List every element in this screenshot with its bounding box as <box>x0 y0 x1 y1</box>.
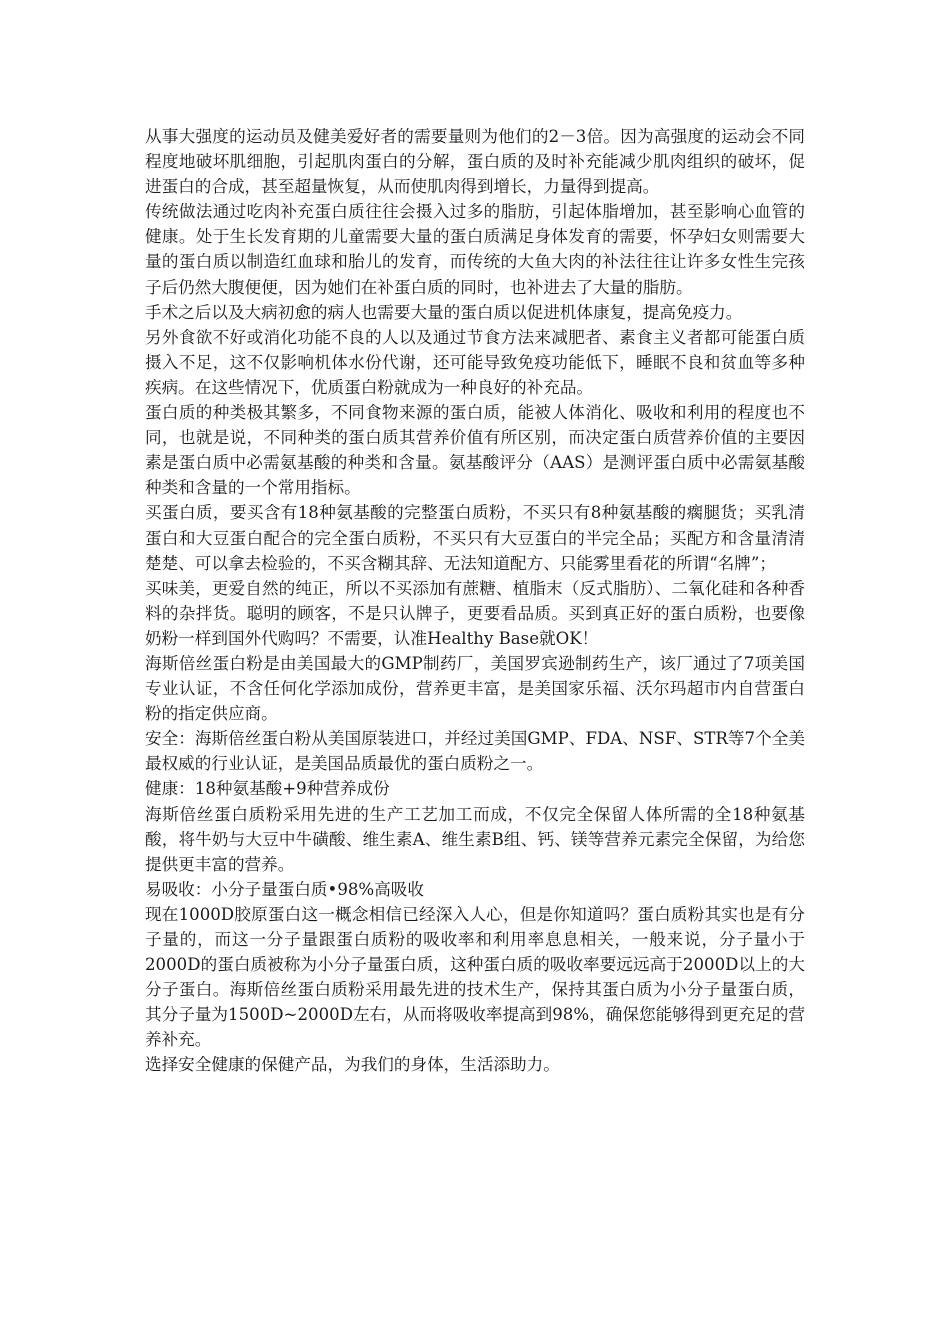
paragraph-poor-appetite-dieters: 另外食欲不好或消化功能不良的人以及通过节食方法来减肥者、素食主义者都可能蛋白质摄入不足，这不仅影响机体水份代谢，还可能导致免疫功能低下，睡眠不良和贫血等多种疾病。在这些情况下，优质蛋白粉就成为一种良好的补充品。 <box>145 327 805 397</box>
paragraph-traditional-meat-diet: 传统做法通过吃肉补充蛋白质往往会摄入过多的脂肪，引起体脂增加，甚至影响心血管的健康。处于生长发育期的儿童需要大量的蛋白质满足身体发育的需要，怀孕妇女则需要大量的蛋白质以制造红血球和胎儿的发育，而传统的大鱼大肉的补法往往让许多女性生完孩子后仍然大腹便便，因为她们在补蛋白质的同时，也补进去了大量的脂肪。 <box>145 202 805 297</box>
paragraph-safety: 安全：海斯倍丝蛋白粉从美国原装进口，并经过美国GMP、FDA、NSF、STR等7个全美最权威的行业认证，是美国品质最优的蛋白质粉之一。 <box>145 729 805 774</box>
paragraph-protein-types: 蛋白质的种类极其繁多，不同食物来源的蛋白质，能被人体消化、吸收和利用的程度也不同，也就是说，不同种类的蛋白质其营养价值有所区别，而决定蛋白质营养价值的主要因素是蛋白质中必需氨基酸的种类和含量。氨基酸评分（AAS）是测评蛋白质中必需氨基酸种类和含量的一个常用指标。 <box>145 403 805 498</box>
paragraph-buying-advice: 买蛋白质，要买含有18种氨基酸的完整蛋白质粉，不买只有8种氨基酸的瘸腿货；买乳清蛋白和大豆蛋白配合的完全蛋白质粉，不买只有大豆蛋白的半完全品；买配方和含量清清楚楚、可以拿去检验的，不买含糊其辞、无法知道配方、只能雾里看花的所谓“名牌”； <box>145 503 805 573</box>
paragraph-natural-taste: 买味美，更爱自然的纯正，所以不买添加有蔗糖、植脂末（反式脂肪）、二氧化硅和各种香料的杂拌货。聪明的顾客，不是只认牌子，更要看品质。买到真正好的蛋白质粉，也要像奶粉一样到国外代购吗？不需要，认准Healthy Base就OK！ <box>145 578 805 648</box>
paragraph-manufacturer: 海斯倍丝蛋白粉是由美国最大的GMP制药厂，美国罗宾逊制药生产，该厂通过了7项美国专业认证，不含任何化学添加成份，营养更丰富，是美国家乐福、沃尔玛超市内自营蛋白粉的指定供应商。 <box>145 653 805 724</box>
paragraph-athlete-protein-needs: 从事大强度的运动员及健美爱好者的需要量则为他们的2－3倍。因为高强度的运动会不同程度地破坏肌细胞，引起肌肉蛋白的分解，蛋白质的及时补充能减少肌肉组织的破坏，促进蛋白的合成，甚至超量恢复，从而使肌肉得到增长，力量得到提高。 <box>145 127 805 197</box>
document-body <box>145 124 805 1078</box>
heading-absorption: 易吸收：小分子量蛋白质•98%高吸收 <box>145 879 424 899</box>
heading-health: 健康：18种氨基酸+9种营养成份 <box>145 779 390 799</box>
paragraph-molecular-weight: 现在1000D胶原蛋白这一概念相信已经深入人心，但是你知道吗？蛋白质粉其实也是有分子量的，而这一分子量跟蛋白质粉的吸收率和利用率息息相关，一般来说，分子量小于2000D的蛋白质被称为小分子量蛋白质，这种蛋白质的吸收率要远远高于2000D以上的大分子蛋白。海斯倍丝蛋白质粉采用最先进的技术生产，保持其蛋白质为小分子量蛋白质，其分子量为1500D~2000D左右，从而将吸收率提高到98%，确保您能够得到更充足的营养补充。 <box>145 904 805 1050</box>
paragraph-health-detail: 海斯倍丝蛋白质粉采用先进的生产工艺加工而成，不仅完全保留人体所需的全18种氨基酸，将牛奶与大豆中牛磺酸、维生素A、维生素B组、钙、镁等营养元素完全保留，为给您提供更丰富的营养。 <box>145 804 805 874</box>
paragraph-closing: 选择安全健康的保健产品，为我们的身体，生活添助力。 <box>145 1055 560 1075</box>
paragraph-post-surgery-recovery: 手术之后以及大病初愈的病人也需要大量的蛋白质以促进机体康复，提高免疫力。 <box>145 302 743 322</box>
